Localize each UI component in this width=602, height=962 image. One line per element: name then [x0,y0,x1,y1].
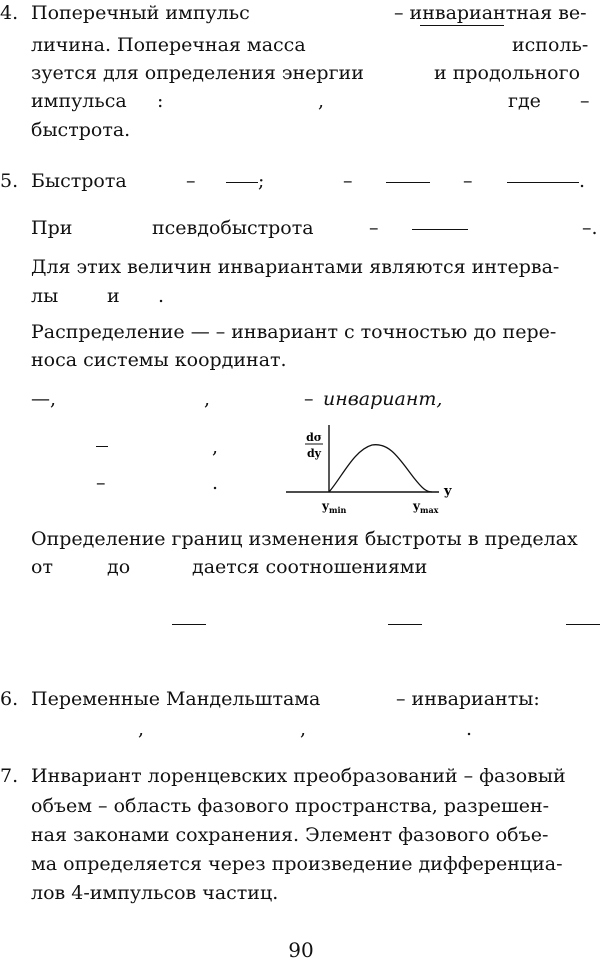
tick-ymin-sub: min [328,505,347,515]
item4-text: исполь- [512,34,589,56]
item4-text: импульса [31,90,127,112]
x-axis-label: y [444,484,452,499]
item5-text: – [343,170,353,192]
item6-text: . [466,718,473,740]
item4-text: : [157,90,164,112]
item5-text: от [31,556,53,578]
item4-text: быстрота. [31,119,131,141]
item4-text: , [318,90,325,112]
ylabel-numerator: dσ [306,431,322,444]
item6-text: Переменные Мандельштама [31,688,321,710]
item5-text: , [204,388,211,410]
item5-text: . [579,170,586,192]
fraction-bar [566,624,600,625]
item-number-6: 6. [0,688,19,710]
item5-text: Для этих величин инвариантами являются интерва- [31,256,560,278]
item5-text: При [31,217,73,239]
item6-text: , [300,718,307,740]
fraction-bar [96,446,108,447]
item5-text: ; [258,170,265,192]
item5-text: Быстрота [31,170,127,192]
item4-text: зуется для определения энергии [31,62,364,84]
item5-text: –. [582,217,598,239]
item7-text: лов 4-импульсов частиц. [31,882,279,904]
item-number-5: 5. [0,170,19,192]
distribution-curve [329,445,432,492]
item5-text: – [304,388,314,410]
ylabel-denominator: dy [306,447,322,460]
item5-text: – [96,472,106,494]
item6-text: – инварианты: [396,688,540,710]
fraction-bar [507,182,579,183]
ylabel-fraction [305,431,323,460]
item5-text: —, [31,388,57,410]
item5-text-italic: инвариант, [323,388,443,410]
item5-text: . [212,472,219,494]
item5-text: дается соотношениями [192,556,428,578]
item-number-7: 7. [0,765,19,787]
fraction-bar [388,624,422,625]
item5-text: псевдобыстрота [152,217,314,239]
item5-text: – [369,217,379,239]
item7-text: ная законами сохранения. Элемент фазового объе- [31,824,549,846]
tick-ymin [321,499,346,515]
fraction-bar [226,182,258,183]
item4-text: – [580,90,590,112]
fraction-bar [412,229,468,230]
item4-text: где [508,90,541,112]
item5-text: , [212,436,219,458]
fraction-bar [386,182,430,183]
fraction-bar [172,624,206,625]
item5-text: . [158,285,165,307]
tick-ymin-base: y [322,499,329,513]
tick-ymax-sub: max [419,505,439,515]
item5-text: – [463,170,473,192]
tick-ymax [412,499,439,515]
item5-text: и [107,285,120,307]
item5-text: носа системы координат. [31,349,287,371]
item5-text: лы [31,285,59,307]
page-number: 90 [288,938,314,962]
item4-text: личина. Поперечная масса [31,34,306,56]
item5-text: Определение границ изменения быстроты в пределах [31,528,578,550]
item5-text: Распределение — – инвариант с точностью до пере- [31,321,557,343]
item5-text: до [107,556,131,578]
item6-text: , [138,718,145,740]
formula-overline [420,25,504,26]
item4-text: – инвариантная ве- [394,2,587,24]
tick-ymax-base: y [413,499,420,513]
item7-text: объем – область фазового пространства, разрешен- [31,795,550,817]
item4-text: и продольного [434,62,581,84]
item7-text: ма определяется через произведение дифференциа- [31,853,563,875]
item4-text: Поперечный импульс [31,2,250,24]
item5-text: – [186,170,196,192]
rapidity-distribution-figure [284,422,460,518]
item7-text: Инвариант лоренцевских преобразований – фазовый [31,765,566,787]
item-number-4: 4. [0,2,19,24]
